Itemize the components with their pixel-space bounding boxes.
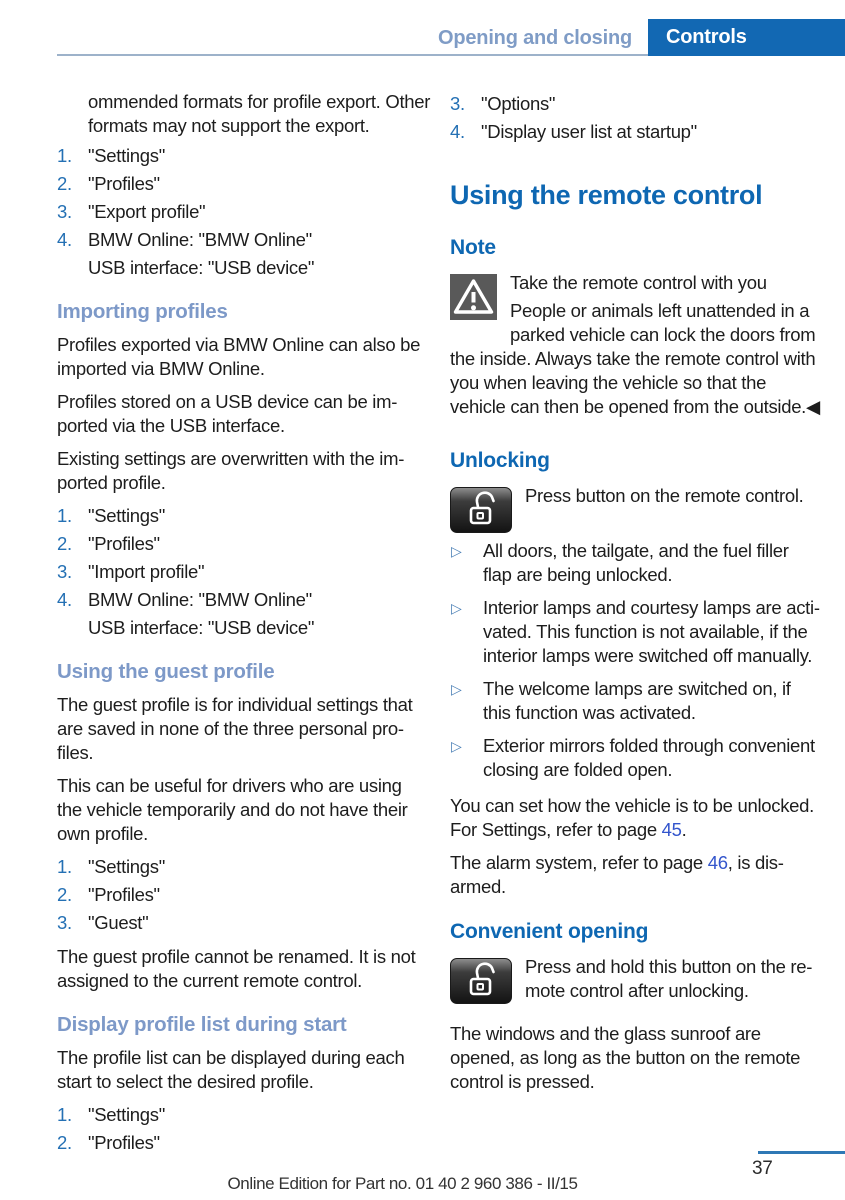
bullet-text: All doors, the tailgate, and the fuel filler flap are being unlocked. (483, 540, 789, 585)
list-item (57, 911, 431, 935)
subheading-unlocking: Unlocking (450, 449, 550, 472)
list-item (57, 504, 431, 528)
triangle-bullet-icon: ▷ (451, 600, 462, 616)
list-item (450, 120, 822, 144)
footer-edition-text: Online Edition for Part no. 01 40 2 960 386 - II/15 (227, 1174, 578, 1193)
bullet-item (450, 596, 822, 668)
triangle-bullet-icon: ▷ (451, 738, 462, 754)
import-profile-list (57, 504, 431, 640)
unlocking-effects-list (450, 539, 822, 782)
list-item (57, 1131, 431, 1155)
paragraph: Existing settings are overwritten with the imported profile. (57, 448, 405, 493)
list-number: 1. (57, 505, 72, 526)
bullet-item (450, 539, 822, 587)
list-item-label: BMW Online: "BMW Online" (88, 229, 312, 250)
display-profile-list (57, 1103, 431, 1155)
list-number: 2. (57, 884, 72, 905)
bullet-text: Exterior mirrors folded through convenient closing are folded open. (483, 735, 815, 780)
bullet-item (450, 734, 822, 782)
list-item-label: "Settings" (88, 505, 165, 526)
export-profile-list (57, 144, 431, 280)
guest-profile-list (57, 855, 431, 935)
list-number: 2. (57, 1132, 72, 1153)
paragraph: The guest profile cannot be renamed. It is not assigned to the current remote control. (57, 946, 416, 991)
convenient-instruction: Press and hold this button on the remote control after unlocking. (525, 956, 813, 1001)
list-item (57, 200, 431, 224)
breadcrumb: Opening and closing (438, 27, 632, 49)
subheading-note: Note (450, 236, 496, 259)
paragraph (450, 794, 822, 842)
paragraph (450, 851, 822, 899)
unlock-button-icon (450, 487, 512, 533)
list-item (57, 532, 431, 556)
list-item (57, 1103, 431, 1127)
list-number: 2. (57, 533, 72, 554)
note-body: People or animals left unattended in a parked vehicle can lock the doors from the inside. Always take the remote control with you when leaving the vehicle so that the vehicle can then be opened from the outside.◀ (450, 300, 820, 417)
list-number: 3. (57, 201, 72, 222)
ref-text: You can set how the vehicle is to be unlocked. For Settings, refer to page (450, 795, 814, 840)
startup-options-list (450, 92, 822, 144)
list-item-label: "Export profile" (88, 201, 206, 222)
bullet-text: The welcome lamps are switched on, if this function was activated. (483, 678, 791, 723)
list-item (57, 883, 431, 907)
bullet-item (450, 677, 822, 725)
unlocking-instruction: Press button on the remote control. (525, 485, 804, 506)
list-item-label: "Import profile" (88, 561, 205, 582)
subheading-convenient-opening: Convenient opening (450, 920, 649, 943)
list-item-label: "Profiles" (88, 1132, 160, 1153)
list-number: 4. (57, 589, 72, 610)
paragraph: The guest profile is for individual settings that are saved in none of the three personal profiles. (57, 694, 413, 763)
list-item (57, 144, 431, 168)
list-number: 3. (57, 561, 72, 582)
list-item-label: USB interface: "USB device" (88, 257, 315, 278)
note-lead: Take the remote control with you (510, 272, 767, 293)
list-number: 1. (57, 856, 72, 877)
list-item (57, 588, 431, 640)
paragraph: The windows and the glass sunroof are opened, as long as the button on the remote control is pressed. (450, 1023, 801, 1092)
section-heading-display-profile-list: Display profile list during start (57, 1013, 347, 1036)
continuation-paragraph: ommended formats for profile export. Other formats may not support the export. (88, 91, 431, 136)
list-item-label: "Settings" (88, 856, 165, 877)
paragraph: The profile list can be displayed during each start to select the desired profile. (57, 1047, 405, 1092)
list-number: 3. (450, 93, 465, 114)
section-heading-importing-profiles: Importing profiles (57, 300, 228, 323)
list-item-label: "Profiles" (88, 884, 160, 905)
warning-triangle-icon (450, 274, 497, 320)
ref-text: . (681, 819, 687, 840)
convenient-opening-block (450, 955, 822, 1094)
list-item (57, 560, 431, 584)
list-item (57, 228, 431, 280)
list-number: 1. (57, 1104, 72, 1125)
bullet-text: Interior lamps and courtesy lamps are activated. This function is not available, if the interior lamps were switched off manually. (483, 597, 820, 666)
list-item (57, 855, 431, 879)
right-column (450, 90, 822, 1103)
list-item-label: "Options" (481, 93, 556, 114)
unlock-button-icon (450, 958, 512, 1004)
list-item-label: "Settings" (88, 1104, 165, 1125)
ref-text: The alarm system, refer to page (450, 852, 708, 873)
list-number: 4. (450, 121, 465, 142)
list-item-label: "Profiles" (88, 533, 160, 554)
list-number: 4. (57, 229, 72, 250)
list-number: 3. (57, 912, 72, 933)
chapter-heading-remote-control: Using the remote control (450, 180, 763, 210)
list-item-label: BMW Online: "BMW Online" (88, 589, 312, 610)
note-block (450, 271, 822, 428)
header-rule (57, 54, 648, 56)
left-column (57, 90, 431, 1165)
paragraph: This can be useful for drivers who are using the vehicle temporarily and do not have their own profile. (57, 775, 408, 844)
unlocking-block (450, 484, 822, 899)
list-item (57, 172, 431, 196)
list-item-label: "Settings" (88, 145, 165, 166)
paragraph: Profiles stored on a USB device can be imported via the USB interface. (57, 391, 398, 436)
list-item (450, 92, 822, 116)
tab-controls: Controls (648, 19, 845, 56)
triangle-bullet-icon: ▷ (451, 681, 462, 697)
list-item-label: USB interface: "USB device" (88, 617, 315, 638)
list-number: 2. (57, 173, 72, 194)
page-link-46[interactable]: 46 (707, 852, 728, 873)
section-heading-guest-profile: Using the guest profile (57, 660, 275, 683)
ref-text: , is disarmed. (450, 852, 784, 897)
list-number: 1. (57, 145, 72, 166)
page-link-45[interactable]: 45 (661, 819, 682, 840)
triangle-bullet-icon: ▷ (451, 543, 462, 559)
list-item-label: "Display user list at startup" (481, 121, 697, 142)
list-item-label: "Profiles" (88, 173, 160, 194)
paragraph: Profiles exported via BMW Online can also be imported via BMW Online. (57, 334, 421, 379)
list-item-label: "Guest" (88, 912, 149, 933)
page-number-rule (758, 1151, 845, 1154)
page-number: 37 (752, 1158, 773, 1179)
